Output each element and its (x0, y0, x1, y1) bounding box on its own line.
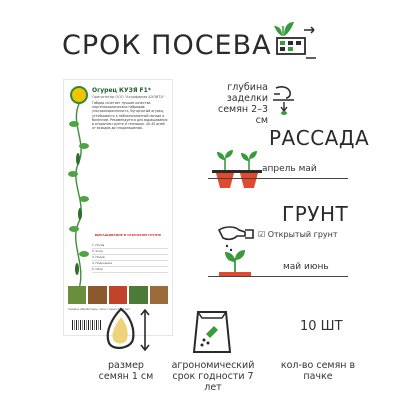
photo-image (150, 286, 168, 304)
seed-size-label: размер семян 1 см (98, 360, 154, 382)
packet-photos (68, 286, 168, 304)
ground-label: ГРУНТ (282, 202, 349, 226)
packet-band: ВЫРАЩИВАНИЕ В ОТКРЫТОМ ГРУНТЕ (94, 233, 162, 237)
hand-planting-icon (205, 222, 267, 280)
list-item: 1. Посев (92, 243, 168, 249)
list-item: 3. Полив (92, 255, 168, 261)
packet-description: Гибрид сочетает лучшие качества партенокарпических гибридов: ультраскороспелость, бугорчатый огурец, устойчивость к неблагоприятной погоде и болезням. Рекомендуется для выращивания в открытом грунте и теплицах. 40-45 дней от всходов до плодоношения. (92, 101, 168, 131)
seed-count-label: кол-во семян в пачке (280, 360, 356, 382)
packet-footer: Семена обработаны. Срок годности 7 лет. (68, 307, 131, 311)
photo-image (129, 286, 147, 304)
photo-image (88, 286, 106, 304)
packet-subtitle: Оригинатор ООО "Агрофирма АЭЛИТА" (92, 95, 165, 99)
divider (208, 178, 348, 179)
packet-steps (92, 243, 168, 273)
open-ground-label: Открытый грунт (267, 230, 338, 239)
cucumber-vine-icon (66, 104, 92, 289)
seed-depth-label: глубина заделки семян 2–3 см (217, 82, 268, 126)
garden-calendar-icon (270, 14, 320, 64)
seed-bag-icon (190, 308, 234, 354)
list-item: 4. Подкормка (92, 261, 168, 267)
seed-depth-icon (270, 84, 298, 116)
seed-size-icon (103, 305, 153, 355)
barcode-icon (72, 320, 102, 330)
seed-count-value: 10 ШТ (300, 319, 343, 334)
shelf-life-label: агрономический срок годности 7 лет (171, 360, 255, 393)
photo-image (109, 286, 127, 304)
seedling-pots-icon (208, 146, 268, 191)
brand-logo-icon (70, 86, 88, 104)
open-ground-checkbox (258, 230, 338, 239)
page-title: СРОК ПОСЕВА (62, 30, 272, 61)
check-icon: ☑ (258, 230, 266, 239)
seed-packet (64, 80, 172, 335)
list-item: 2. Уход (92, 249, 168, 255)
packet-title: Огурец КУЗЯ F1* (92, 87, 151, 94)
seedling-label: РАССАДА (269, 126, 370, 150)
list-item: 5. Сбор (92, 267, 168, 273)
seedling-months: апрель май (262, 164, 317, 174)
divider (208, 276, 348, 277)
photo-image (68, 286, 86, 304)
ground-months: май июнь (283, 262, 329, 272)
